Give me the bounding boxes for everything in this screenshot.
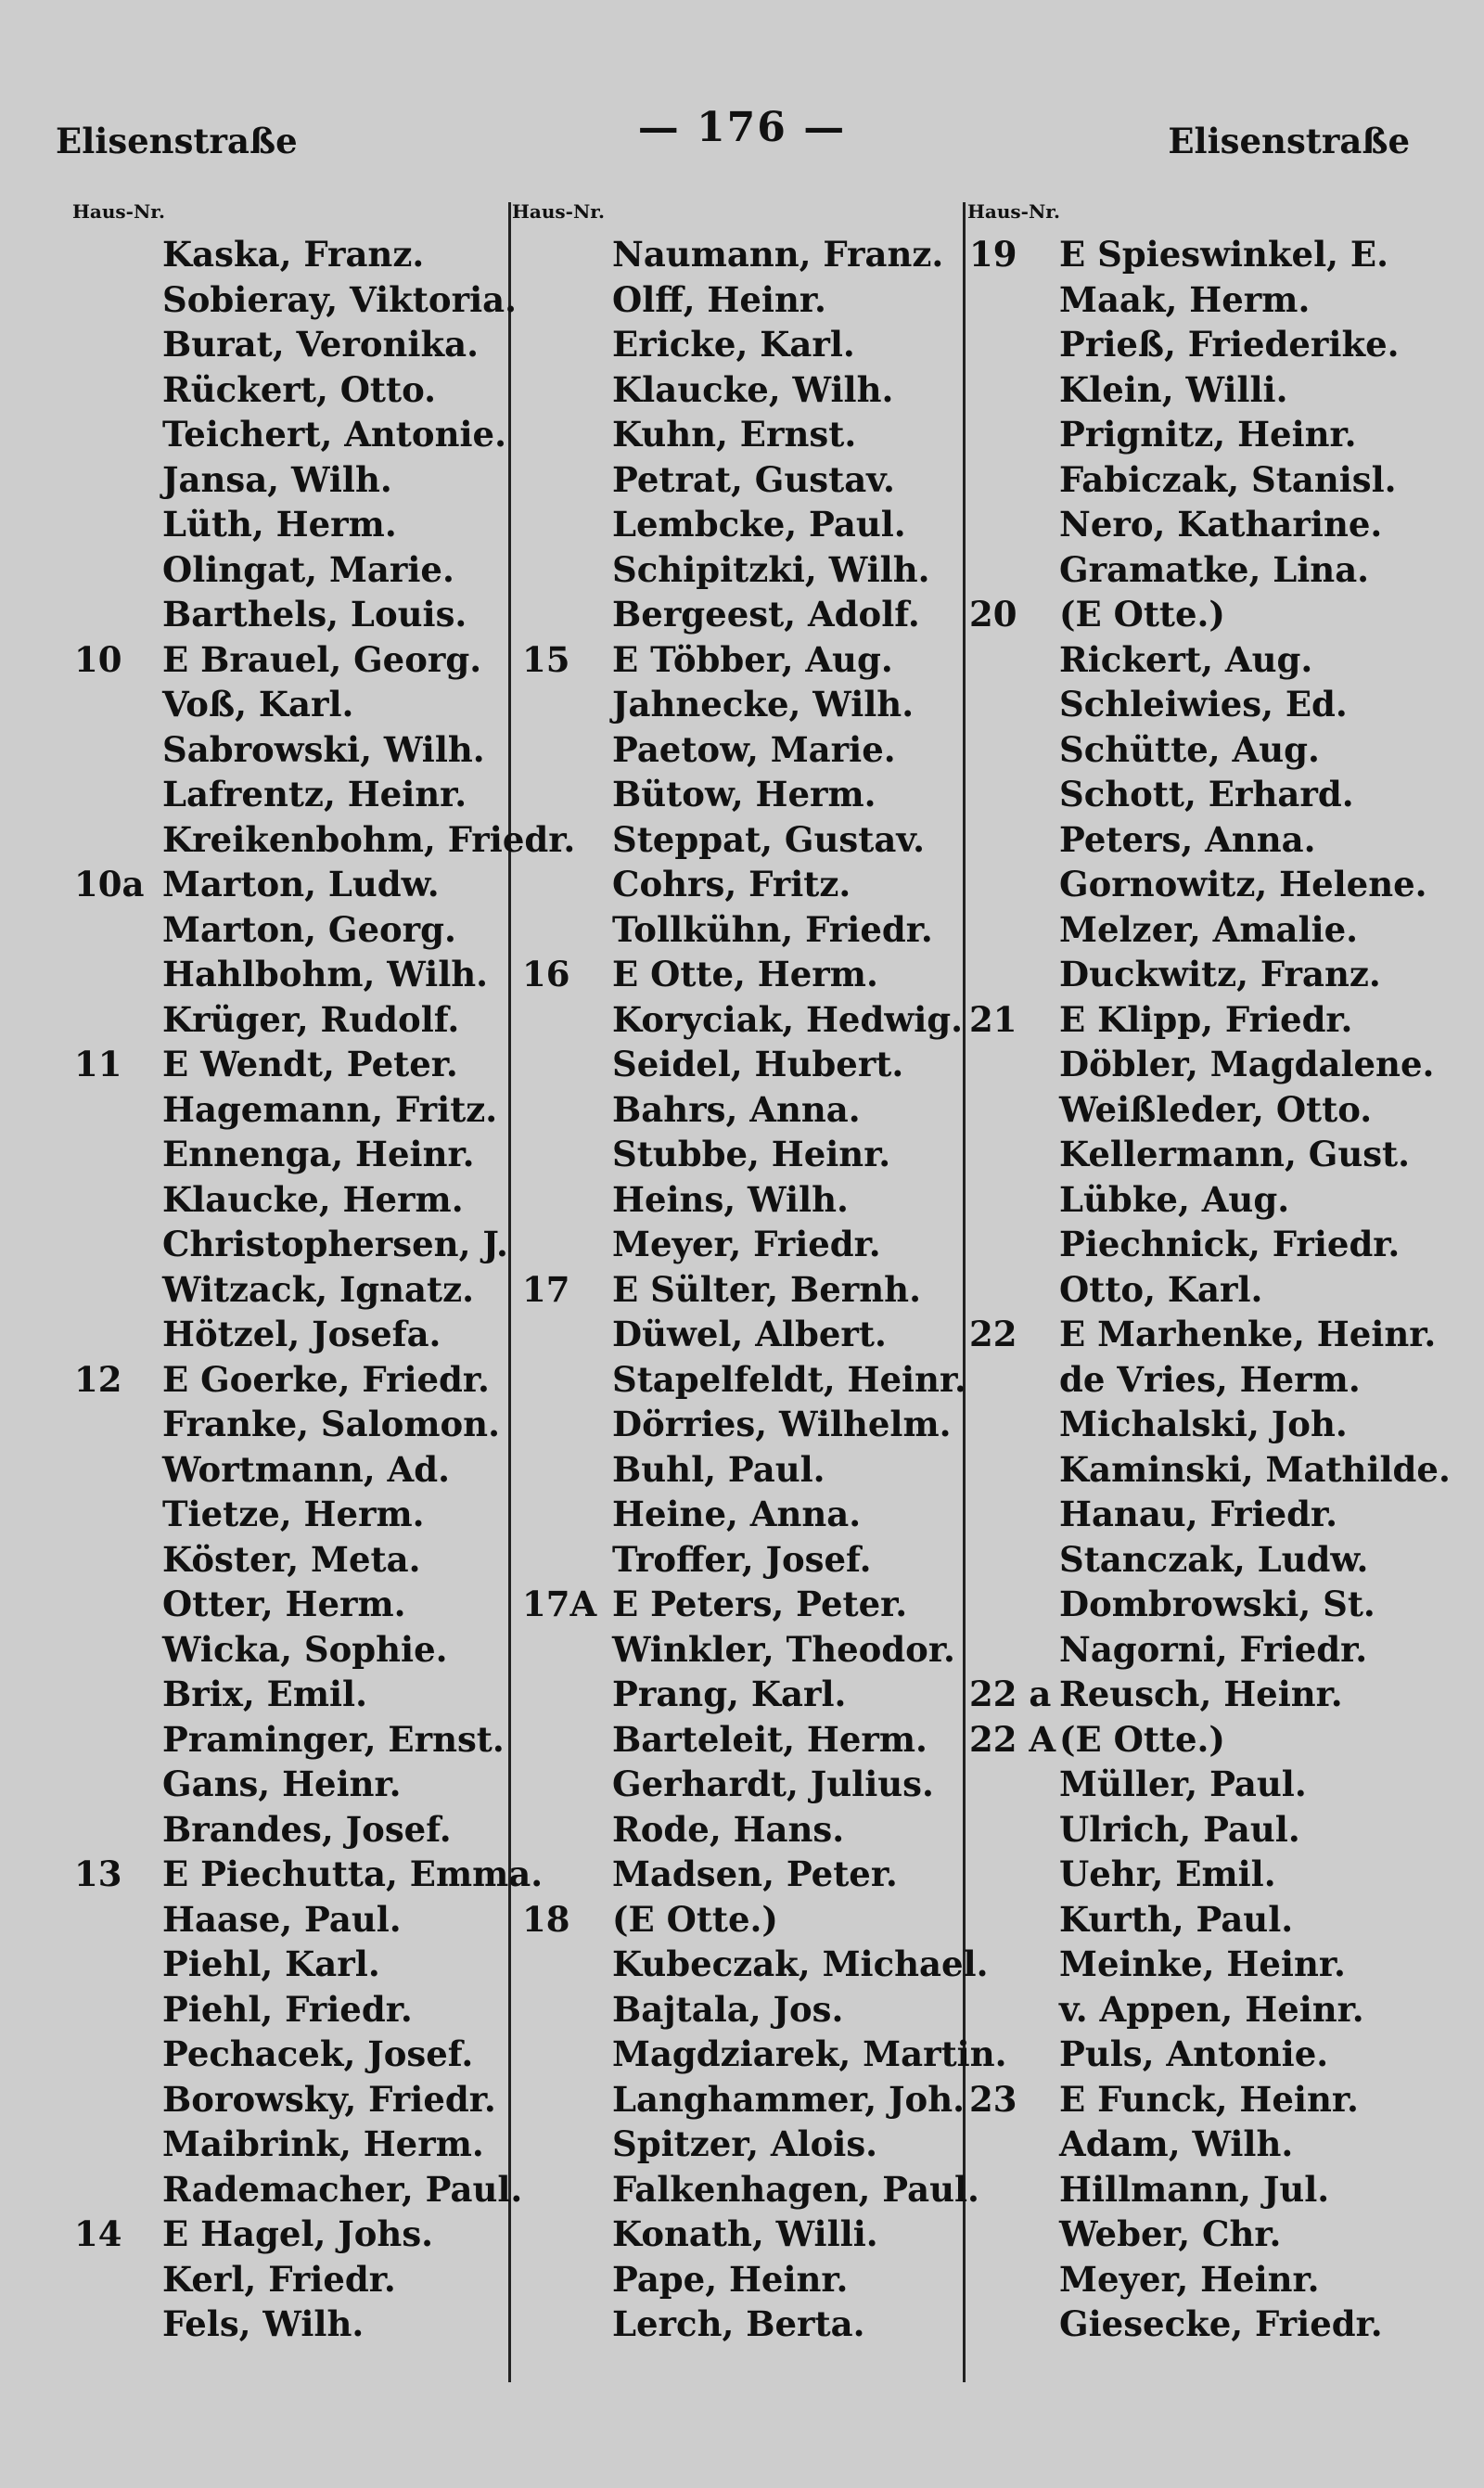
house-number: 12 <box>74 1358 122 1400</box>
resident-name: Spitzer, Alois. <box>612 2123 878 2164</box>
resident-name: Düwel, Albert. <box>612 1314 887 1354</box>
resident-name: Meyer, Heinr. <box>1059 2258 1320 2300</box>
resident-name: Hanau, Friedr. <box>1059 1494 1338 1534</box>
house-number: 16 <box>522 954 570 994</box>
resident-name: Lembcke, Paul. <box>612 504 906 545</box>
resident-name: Tollkühn, Friedr. <box>612 908 933 950</box>
resident-name: Brix, Emil. <box>162 1674 367 1714</box>
column-header-1: Haus-Nr. <box>72 200 165 223</box>
resident-name: Uehr, Emil. <box>1059 1853 1276 1894</box>
resident-name: Schleiwies, Ed. <box>1059 684 1348 725</box>
resident-name: (E Otte.) <box>612 1898 778 1940</box>
resident-name: Gramatke, Lina. <box>1059 548 1370 590</box>
resident-name: Ennenga, Heinr. <box>162 1134 475 1174</box>
resident-name: Ulrich, Paul. <box>1059 1808 1300 1850</box>
resident-name: Schott, Erhard. <box>1059 774 1354 814</box>
resident-name: Gerhardt, Julius. <box>612 1763 934 1804</box>
house-number: 15 <box>522 638 570 680</box>
house-number: 22 A <box>969 1718 1056 1760</box>
resident-name: Petrat, Gustav. <box>612 458 895 500</box>
resident-name: Reusch, Heinr. <box>1059 1674 1343 1714</box>
resident-name: Teichert, Antonie. <box>162 414 506 455</box>
resident-name: Lafrentz, Heinr. <box>162 774 467 814</box>
resident-name: Tietze, Herm. <box>162 1494 425 1534</box>
resident-name: Naumann, Franz. <box>612 234 944 275</box>
resident-name: Konath, Willi. <box>612 2213 878 2254</box>
resident-name: Rademacher, Paul. <box>162 2168 523 2210</box>
column-header-3: Haus-Nr. <box>967 200 1060 223</box>
house-number: 11 <box>74 1044 122 1084</box>
resident-name: Christophersen, J. <box>162 1224 508 1264</box>
resident-name: Kurth, Paul. <box>1059 1898 1294 1940</box>
resident-name: Barthels, Louis. <box>162 594 467 635</box>
resident-name: Winkler, Theodor. <box>612 1628 955 1670</box>
resident-name: Franke, Salomon. <box>162 1404 500 1444</box>
resident-name: Borowsky, Friedr. <box>162 2078 496 2120</box>
resident-name: Sabrowski, Wilh. <box>162 728 485 770</box>
resident-name: E Spieswinkel, E. <box>1059 234 1388 275</box>
resident-name: Prieß, Friederike. <box>1059 324 1400 365</box>
resident-name: Hagemann, Fritz. <box>162 1088 498 1130</box>
resident-name: Bahrs, Anna. <box>612 1088 861 1130</box>
resident-name: Jansa, Wilh. <box>162 458 392 500</box>
resident-name: Kuhn, Ernst. <box>612 414 857 455</box>
house-number: 20 <box>969 594 1017 635</box>
resident-name: v. Appen, Heinr. <box>1059 1988 1364 2030</box>
resident-name: Praminger, Ernst. <box>162 1718 505 1760</box>
resident-name: Lüth, Herm. <box>162 504 397 545</box>
house-number: 17 <box>522 1268 570 1310</box>
resident-name: Magdziarek, Martin. <box>612 2033 1007 2074</box>
page-number: — 176 — <box>637 104 847 151</box>
resident-name: Barteleit, Herm. <box>612 1718 928 1760</box>
resident-name: Bütow, Herm. <box>612 774 876 814</box>
house-number: 13 <box>74 1853 122 1894</box>
resident-name: Kaska, Franz. <box>162 234 425 275</box>
resident-name: Fels, Wilh. <box>162 2303 365 2344</box>
resident-name: Pechacek, Josef. <box>162 2033 474 2074</box>
resident-name: Witzack, Ignatz. <box>162 1268 474 1310</box>
resident-name: Adam, Wilh. <box>1059 2123 1294 2164</box>
resident-name: Rickert, Aug. <box>1059 638 1313 680</box>
resident-name: (E Otte.) <box>1059 1718 1225 1760</box>
resident-name: Olingat, Marie. <box>162 548 454 590</box>
resident-name: Wortmann, Ad. <box>162 1448 450 1490</box>
resident-name: E Otte, Herm. <box>612 954 878 994</box>
resident-name: (E Otte.) <box>1059 594 1225 635</box>
resident-name: Klaucke, Herm. <box>162 1178 464 1220</box>
resident-name: Sobieray, Viktoria. <box>162 278 517 320</box>
resident-name: E Marhenke, Heinr. <box>1059 1314 1437 1354</box>
resident-name: Piehl, Karl. <box>162 1943 380 1984</box>
resident-name: Hahlbohm, Wilh. <box>162 954 489 994</box>
resident-name: Meyer, Friedr. <box>612 1224 881 1264</box>
resident-name: Stanczak, Ludw. <box>1059 1538 1369 1580</box>
resident-name: Prang, Karl. <box>612 1674 847 1714</box>
resident-name: Hillmann, Jul. <box>1059 2168 1330 2210</box>
resident-name: Otter, Herm. <box>162 1584 406 1624</box>
column-divider-1 <box>508 202 511 2382</box>
resident-name: Wicka, Sophie. <box>162 1628 448 1670</box>
resident-name: de Vries, Herm. <box>1059 1358 1361 1400</box>
resident-name: Köster, Meta. <box>162 1538 421 1580</box>
resident-name: Müller, Paul. <box>1059 1763 1307 1804</box>
resident-name: Marton, Ludw. <box>162 864 440 904</box>
resident-name: Duckwitz, Franz. <box>1059 954 1381 994</box>
resident-name: Otto, Karl. <box>1059 1268 1263 1310</box>
resident-name: Seidel, Hubert. <box>612 1044 904 1084</box>
resident-name: Langhammer, Joh. <box>612 2078 966 2120</box>
resident-name: E Wendt, Peter. <box>162 1044 458 1084</box>
resident-name: Meinke, Heinr. <box>1059 1943 1346 1984</box>
resident-name: Falkenhagen, Paul. <box>612 2168 979 2210</box>
resident-name: E Brauel, Georg. <box>162 638 482 680</box>
resident-name: Kreikenbohm, Friedr. <box>162 818 576 860</box>
resident-name: Steppat, Gustav. <box>612 818 925 860</box>
resident-name: E Sülter, Bernh. <box>612 1268 921 1310</box>
resident-name: Hötzel, Josefa. <box>162 1314 441 1354</box>
resident-name: Lerch, Berta. <box>612 2303 865 2344</box>
house-number: 19 <box>969 234 1017 275</box>
resident-name: Kubeczak, Michael. <box>612 1943 989 1984</box>
resident-name: Dombrowski, St. <box>1059 1584 1375 1624</box>
resident-name: Gornowitz, Helene. <box>1059 864 1427 904</box>
resident-name: E Goerke, Friedr. <box>162 1358 490 1400</box>
resident-name: Giesecke, Friedr. <box>1059 2303 1383 2344</box>
resident-name: Piehl, Friedr. <box>162 1988 413 2030</box>
page-header <box>0 104 1484 160</box>
house-number: 22 <box>969 1314 1017 1354</box>
resident-name: Heine, Anna. <box>612 1494 862 1534</box>
house-number: 23 <box>969 2078 1017 2120</box>
resident-name: Madsen, Peter. <box>612 1853 898 1894</box>
resident-name: Ericke, Karl. <box>612 324 855 365</box>
resident-name: Prignitz, Heinr. <box>1059 414 1357 455</box>
resident-name: Peters, Anna. <box>1059 818 1316 860</box>
resident-name: Bergeest, Adolf. <box>612 594 920 635</box>
resident-name: Kerl, Friedr. <box>162 2258 396 2300</box>
house-number: 14 <box>74 2213 122 2254</box>
resident-name: E Piechutta, Emma. <box>162 1853 544 1894</box>
resident-name: Jahnecke, Wilh. <box>612 684 915 725</box>
resident-name: Fabiczak, Stanisl. <box>1059 458 1397 500</box>
resident-name: Weißleder, Otto. <box>1059 1088 1373 1130</box>
resident-name: Maibrink, Herm. <box>162 2123 484 2164</box>
resident-name: Gans, Heinr. <box>162 1763 402 1804</box>
resident-name: Buhl, Paul. <box>612 1448 825 1490</box>
resident-name: Haase, Paul. <box>162 1898 402 1940</box>
resident-name: Dörries, Wilhelm. <box>612 1404 952 1444</box>
resident-name: Burat, Veronika. <box>162 324 479 365</box>
resident-name: Lübke, Aug. <box>1059 1178 1290 1220</box>
resident-name: Rückert, Otto. <box>162 368 437 410</box>
resident-name: Piechnick, Friedr. <box>1059 1224 1401 1264</box>
resident-name: Schipitzki, Wilh. <box>612 548 930 590</box>
resident-name: Bajtala, Jos. <box>612 1988 844 2030</box>
resident-name: Paetow, Marie. <box>612 728 896 770</box>
resident-name: Kellermann, Gust. <box>1059 1134 1411 1174</box>
house-number: 10a <box>74 864 145 904</box>
house-number: 17A <box>522 1584 597 1624</box>
house-number: 10 <box>74 638 122 680</box>
column-header-2: Haus-Nr. <box>512 200 605 223</box>
resident-name: Kaminski, Mathilde. <box>1059 1448 1451 1490</box>
street-name-right: Elisenstraße <box>1168 121 1410 161</box>
resident-name: Nagorni, Friedr. <box>1059 1628 1368 1670</box>
resident-name: Melzer, Amalie. <box>1059 908 1359 950</box>
resident-name: Klaucke, Wilh. <box>612 368 894 410</box>
resident-name: Voß, Karl. <box>162 684 354 725</box>
resident-name: Troffer, Josef. <box>612 1538 872 1580</box>
resident-name: Heins, Wilh. <box>612 1178 849 1220</box>
resident-name: Klein, Willi. <box>1059 368 1288 410</box>
resident-name: E Többer, Aug. <box>612 638 893 680</box>
resident-name: Maak, Herm. <box>1059 278 1311 320</box>
resident-name: Michalski, Joh. <box>1059 1404 1348 1444</box>
resident-name: Weber, Chr. <box>1059 2213 1282 2254</box>
resident-name: Koryciak, Hedwig. <box>612 998 964 1040</box>
house-number: 21 <box>969 998 1017 1040</box>
street-name-left: Elisenstraße <box>56 121 298 161</box>
resident-name: Schütte, Aug. <box>1059 728 1320 770</box>
resident-name: Döbler, Magdalene. <box>1059 1044 1435 1084</box>
house-number: 22 a <box>969 1674 1052 1714</box>
resident-name: E Funck, Heinr. <box>1059 2078 1359 2120</box>
house-number: 18 <box>522 1898 570 1940</box>
resident-name: Stapelfeldt, Heinr. <box>612 1358 966 1400</box>
resident-name: Brandes, Josef. <box>162 1808 452 1850</box>
resident-name: Olff, Heinr. <box>612 278 826 320</box>
resident-name: Stubbe, Heinr. <box>612 1134 891 1174</box>
resident-name: Cohrs, Fritz. <box>612 864 851 904</box>
resident-name: Nero, Katharine. <box>1059 504 1383 545</box>
resident-name: Krüger, Rudolf. <box>162 998 460 1040</box>
resident-name: E Klipp, Friedr. <box>1059 998 1353 1040</box>
resident-name: E Hagel, Johs. <box>162 2213 434 2254</box>
resident-name: Pape, Heinr. <box>612 2258 849 2300</box>
resident-name: Marton, Georg. <box>162 908 456 950</box>
resident-name: Puls, Antonie. <box>1059 2033 1329 2074</box>
resident-name: Rode, Hans. <box>612 1808 845 1850</box>
resident-name: E Peters, Peter. <box>612 1584 908 1624</box>
